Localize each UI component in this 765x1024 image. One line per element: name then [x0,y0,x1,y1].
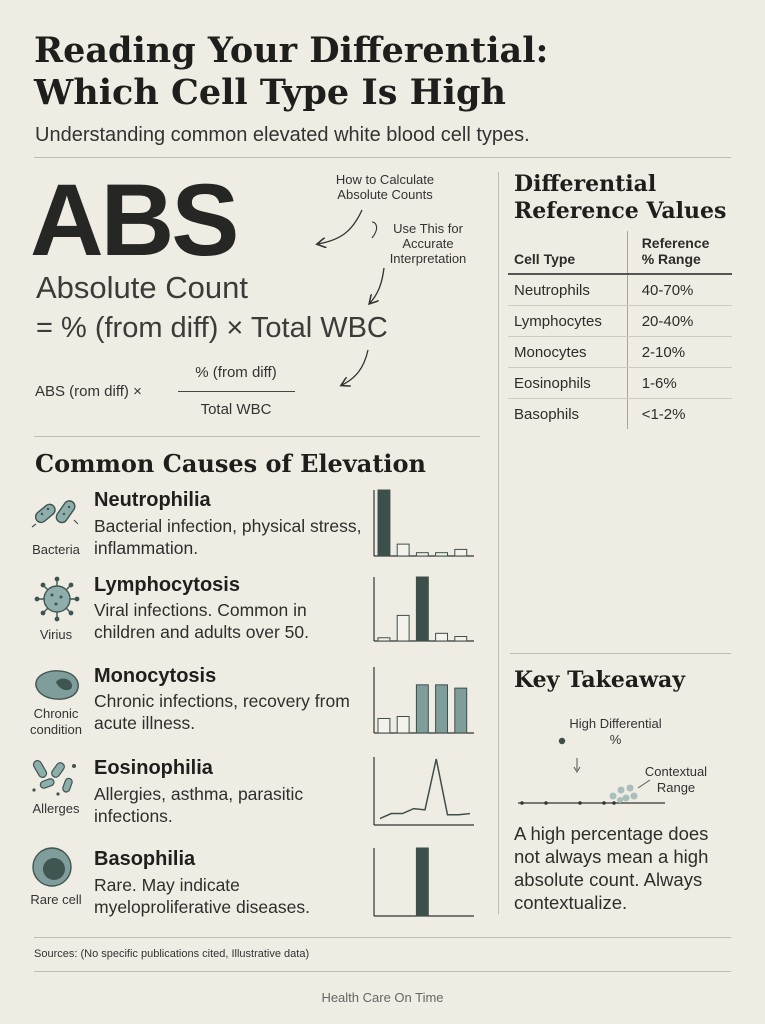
cell-type: Basophils [514,405,580,423]
high-differential-label: High Differential % [569,716,662,747]
causes-title: Common Causes of Elevation [35,449,426,478]
chart-bar [416,553,428,556]
reference-header-row [508,231,732,274]
chart-bar [455,688,467,733]
reference-title [514,171,726,225]
contextual-range-label: Contextual Range [644,764,708,795]
table-row [508,399,732,430]
sources-note: Sources: (No specific publications cited, Illustrative data) [34,948,310,960]
chart-bar [416,685,428,733]
cause-desc-lymphocytosis: Viral infections. Common in children and adults over 50. [94,600,309,642]
contextual-range-cluster [610,785,638,804]
chart-bar [378,638,390,641]
title-line-2: Which Cell Type Is High [34,72,506,113]
col-reference-range [627,231,732,274]
arrow-to-abs [318,210,362,244]
col-range-line-1: Reference [641,235,710,251]
table-row [508,274,732,306]
callout-how-to-calculate: How to Calculate Absolute Counts [335,172,435,202]
icon-label-virus: Virius [39,627,73,642]
monocytosis-bar-chart [372,665,476,735]
bacteria-icon [30,494,84,538]
cause-name-monocytosis: Monocytosis [94,665,217,687]
title-line-1: Reading Your Differential: [34,30,549,71]
cell-type: Lymphocytes [508,306,627,337]
cell-range: 20-40% [627,306,732,337]
basophilia-bar-chart [372,846,476,918]
callout-use-this: Use This for Accurate Interpretation [389,221,467,266]
cell-type: Monocytes [508,337,627,368]
reference-title-line-1: Differential [514,171,657,197]
icon-label-chronic: Chronic condition [29,706,83,737]
fraction-numerator: % (from diff) [195,364,277,381]
arrow-to-formula [370,268,384,303]
eosinophilia-line-chart [372,755,476,827]
absolute-count-formula: = % (from diff) × Total WBC [36,312,388,344]
cause-desc-basophilia: Rare. May indicate myeloproliferative diseases. [94,875,310,917]
chart-bar [436,633,448,641]
chart-bar [416,848,428,916]
chart-line [380,759,470,819]
cell-range: 2-10% [627,337,732,368]
table-row [508,337,732,368]
takeaway-divider [510,653,731,654]
table-row [508,306,732,337]
absolute-count-label: Absolute Count [36,270,248,305]
chart-bar [455,549,467,556]
chart-bar [378,490,390,556]
chart-bar [397,544,409,556]
cause-desc-eosinophilia: Allergies, asthma, parasitic infections. [94,784,304,826]
chart-bar [378,718,390,733]
arrow-from-callout [372,222,377,238]
brand-footer: Health Care On Time [321,990,444,1005]
col-range-line-2: % Range [641,251,701,267]
reference-table [508,231,732,429]
chart-bar [436,553,448,556]
allergen-icon [30,756,84,798]
arrow-to-fraction [342,350,368,385]
rare-cell-icon [30,845,74,889]
fraction-denominator: Total WBC [200,401,272,418]
key-takeaway-title: Key Takeaway [514,667,686,693]
cause-name-basophilia: Basophilia [94,848,196,870]
reference-title-line-2: Reference Values [514,198,727,224]
cell-type: Neutrophils [508,274,627,306]
range-pointer [638,780,650,788]
cause-name-lymphocytosis: Lymphocytosis [94,574,240,596]
icon-label-bacteria: Bacteria [32,542,80,557]
chart-bar [416,577,428,641]
footer-divider-bottom [34,971,731,972]
cause-desc-neutrophilia: Bacterial infection, physical stress, inflammation. [94,516,362,558]
cell-blob-icon [30,666,84,702]
chart-bar [455,637,467,641]
cause-desc-monocytosis: Chronic infections, recovery from acute illness. [94,691,350,733]
abs-heading: ABS [30,163,237,277]
cell-type: Eosinophils [508,368,627,399]
icon-label-rare-cell: Rare cell [30,892,82,907]
chart-bar [436,685,448,733]
cell-range: 40-70% [627,274,732,306]
virus-icon [30,576,84,622]
fraction-lead: ABS (rom diff) × [35,383,142,400]
icon-label-allergens: Allerges [32,801,80,816]
lymphocytosis-bar-chart [372,575,476,643]
col-cell-type: Cell Type [508,231,627,274]
neutrophilia-bar-chart [372,488,476,558]
table-row [508,368,732,399]
footer-divider-top [34,937,731,938]
key-takeaway-text: A high percentage does not always mean a high absolute count. Always contextualize. [514,823,709,913]
chart-bar [397,717,409,734]
page-subtitle: Understanding common elevated white blood cell types. [35,124,530,146]
chart-bar [397,615,409,641]
high-marker-dot [559,738,565,744]
cause-name-neutrophilia: Neutrophilia [94,489,211,511]
cell-range: 1-6% [627,368,732,399]
cell-range: <1-2% [627,399,732,430]
cause-name-eosinophilia: Eosinophilia [94,757,213,779]
key-takeaway-diagram [510,728,735,810]
